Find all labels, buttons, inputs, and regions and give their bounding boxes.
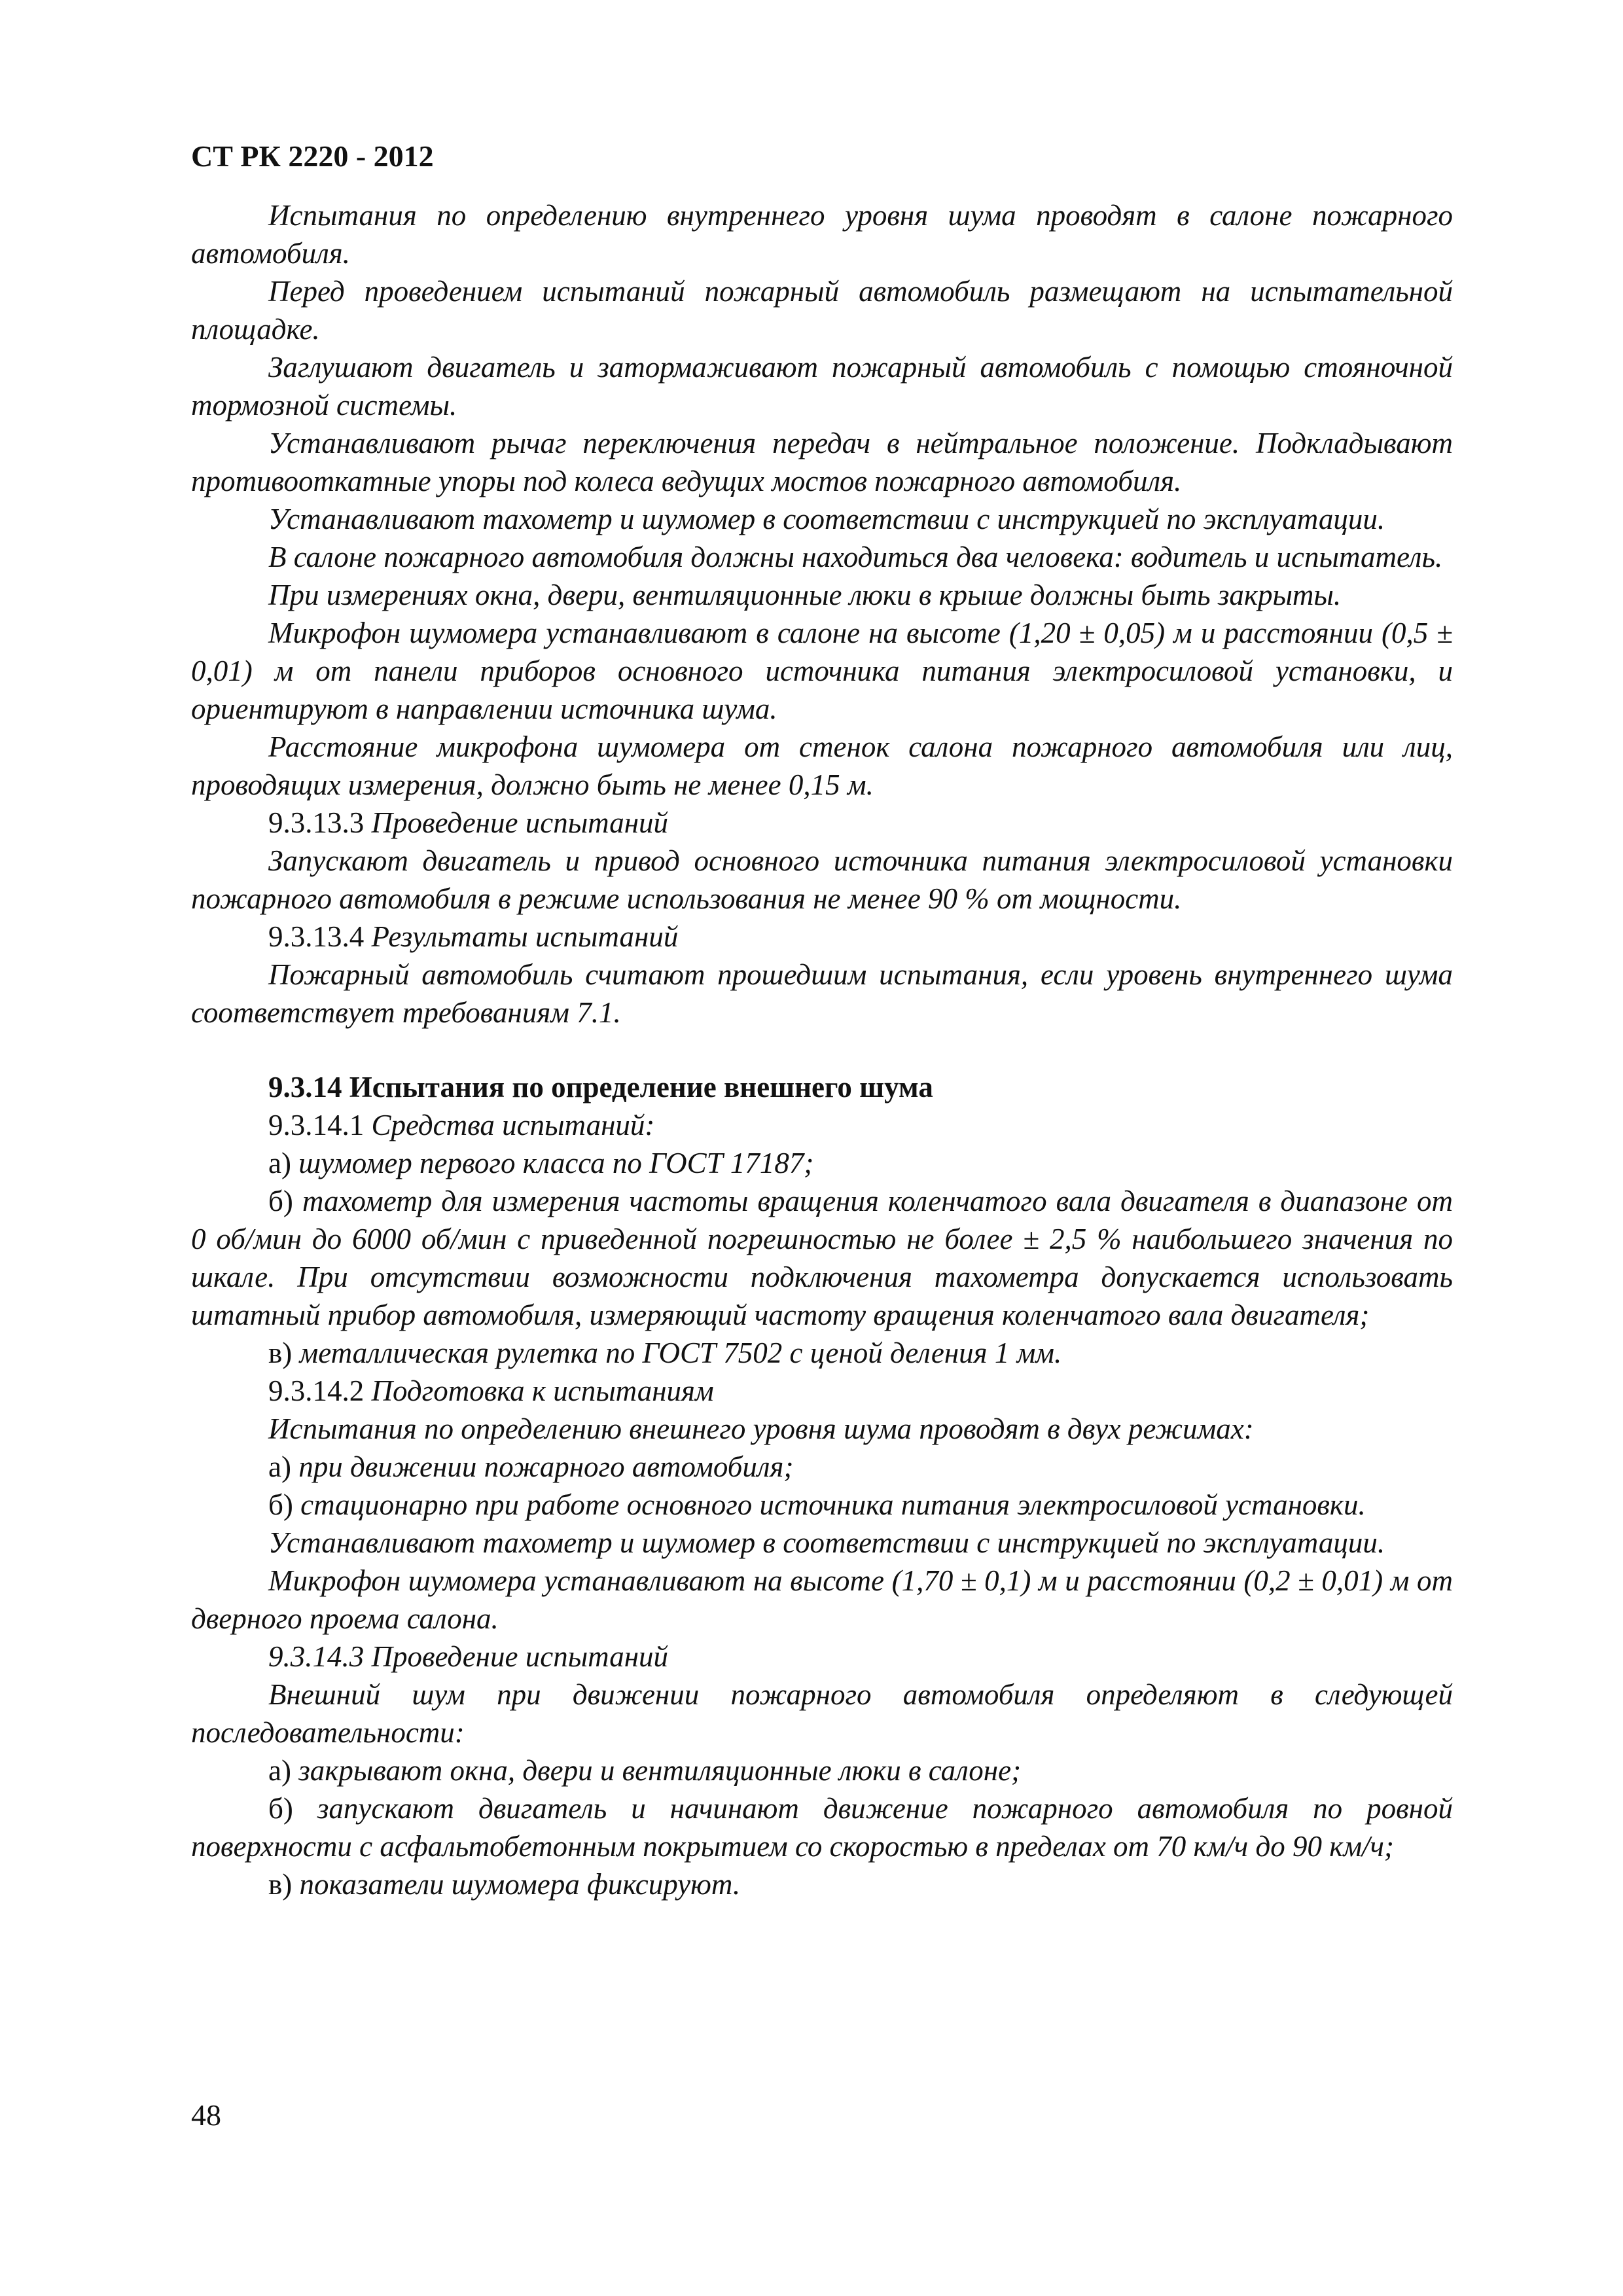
paragraph <box>191 956 1453 1031</box>
list-item <box>191 1144 1453 1182</box>
list-item-text: закрывают окна, двери и вентиляционные люки в салоне; <box>298 1754 1022 1787</box>
paragraph <box>191 348 1453 424</box>
paragraph-text: Расстояние микрофона шумомера от стенок салона пожарного автомобиля или лиц, проводящих измерения, должно быть не менее 0,15 м. <box>191 730 1453 801</box>
subsection-number: 9.3.14.1 <box>268 1109 365 1141</box>
list-marker: б) <box>268 1185 293 1217</box>
paragraph <box>191 1676 1453 1751</box>
list-item <box>191 1751 1453 1789</box>
subsection-number: 9.3.13.4 <box>268 920 365 953</box>
paragraph <box>191 842 1453 918</box>
page-number: 48 <box>191 2098 221 2132</box>
list-marker: а) <box>268 1754 291 1787</box>
list-item <box>191 1486 1453 1524</box>
paragraph <box>191 424 1453 500</box>
list-item-text: тахометр для измерения частоты вращения коленчатого вала двигателя в диапазоне от 0 об/мин до 6000 об/мин с приведенной погрешностью не более ± 2,5 % наибольшего значения по шкале. При отсутствии возможности подключения тахометра допускается использовать штатный прибор автомобиля, измеряющий частоту вращения коленчатого вала двигателя; <box>191 1185 1453 1331</box>
section-heading: 9.3.14 Испытания по определение внешнего шума <box>268 1071 933 1103</box>
paragraph <box>191 614 1453 728</box>
paragraph-text: Устанавливают тахометр и шумомер в соответствии с инструкцией по эксплуатации. <box>268 503 1385 535</box>
subsection-number: 9.3.14.2 <box>268 1374 365 1407</box>
paragraph <box>191 576 1453 614</box>
list-marker: а) <box>268 1450 291 1483</box>
paragraph <box>191 728 1453 804</box>
paragraph-text: Запускают двигатель и привод основного источника питания электросиловой установки пожарного автомобиля в режиме использования не менее 90 % от мощности. <box>191 844 1453 915</box>
paragraph <box>191 1410 1453 1448</box>
subsection-label: Результаты испытаний <box>371 920 679 953</box>
list-item <box>191 1334 1453 1372</box>
paragraph-text: Микрофон шумомера устанавливают на высоте (1,70 ± 0,1) м и расстоянии (0,2 ± 0,01) м от дверного проема салона. <box>191 1564 1453 1635</box>
list-item <box>191 1448 1453 1486</box>
subsection-label: Подготовка к испытаниям <box>371 1374 714 1407</box>
paragraph-text: Испытания по определению внутреннего уровня шума проводят в салоне пожарного автомобиля. <box>191 199 1453 270</box>
paragraph <box>191 272 1453 348</box>
list-item-text: стационарно при работе основного источника питания электросиловой установки. <box>300 1488 1366 1521</box>
list-item-text: при движении пожарного автомобиля; <box>298 1450 794 1483</box>
paragraph-text: Устанавливают тахометр и шумомер в соответствии с инструкцией по эксплуатации. <box>268 1526 1385 1559</box>
paragraph <box>191 196 1453 272</box>
paragraph-text: Внешний шум при движении пожарного автомобиля определяют в следующей последовательности: <box>191 1678 1453 1749</box>
list-item <box>191 1182 1453 1334</box>
subsection-number: 9.3.13.3 <box>268 806 365 839</box>
subsection-label: Проведение испытаний <box>371 806 669 839</box>
paragraph-text: В салоне пожарного автомобиля должны находиться два человека: водитель и испытатель. <box>268 541 1443 573</box>
paragraph <box>191 1638 1453 1676</box>
paragraph-text: Пожарный автомобиль считают прошедшим испытания, если уровень внутреннего шума соответствует требованиям 7.1. <box>191 958 1453 1029</box>
paragraph <box>191 1562 1453 1638</box>
subsection-title <box>191 1106 1453 1144</box>
paragraph <box>191 1524 1453 1562</box>
list-marker: б) <box>268 1792 293 1825</box>
list-item-text: запускают двигатель и начинают движение пожарного автомобиля по ровной поверхности с асфальтобетонным покрытием со скоростью в пределах от 70 км/ч до 90 км/ч; <box>191 1792 1453 1863</box>
standard-id-header: СТ РК 2220 - 2012 <box>191 139 434 173</box>
subsection-title <box>191 918 1453 956</box>
document-body <box>191 196 1453 1903</box>
paragraph-text: Испытания по определению внешнего уровня шума проводят в двух режимах: <box>268 1412 1254 1445</box>
list-marker: а) <box>268 1147 291 1179</box>
list-item-text: металлическая рулетка по ГОСТ 7502 с ценой деления 1 мм. <box>299 1336 1062 1369</box>
list-item-text: показатели шумомера фиксируют. <box>299 1868 741 1901</box>
subsection-title <box>191 804 1453 842</box>
subsection-label: Средства испытаний: <box>371 1109 655 1141</box>
paragraph <box>191 500 1453 538</box>
subsection-title <box>191 1372 1453 1410</box>
list-item-text: шумомер первого класса по ГОСТ 17187; <box>298 1147 814 1179</box>
paragraph-text: Заглушают двигатель и затормаживают пожарный автомобиль с помощью стояночной тормозной системы. <box>191 351 1453 422</box>
list-marker: в) <box>268 1868 293 1901</box>
paragraph <box>191 538 1453 576</box>
list-item <box>191 1789 1453 1865</box>
paragraph-text: Устанавливают рычаг переключения передач в нейтральное положение. Подкладывают противооткатные упоры под колеса ведущих мостов пожарного автомобиля. <box>191 427 1453 497</box>
list-marker: в) <box>268 1336 293 1369</box>
paragraph-text: При измерениях окна, двери, вентиляционные люки в крыше должны быть закрыты. <box>268 579 1342 611</box>
list-item <box>191 1865 1453 1903</box>
paragraph-text: Микрофон шумомера устанавливают в салоне на высоте (1,20 ± 0,05) м и расстоянии (0,5 ± 0,01) м от панели приборов основного источника питания электросиловой установки, и ориентируют в направлении источника шума. <box>191 617 1453 725</box>
paragraph-text: Перед проведением испытаний пожарный автомобиль размещают на испытательной площадке. <box>191 275 1453 346</box>
list-marker: б) <box>268 1488 293 1521</box>
paragraph-text: 9.3.14.3 Проведение испытаний <box>268 1640 669 1673</box>
